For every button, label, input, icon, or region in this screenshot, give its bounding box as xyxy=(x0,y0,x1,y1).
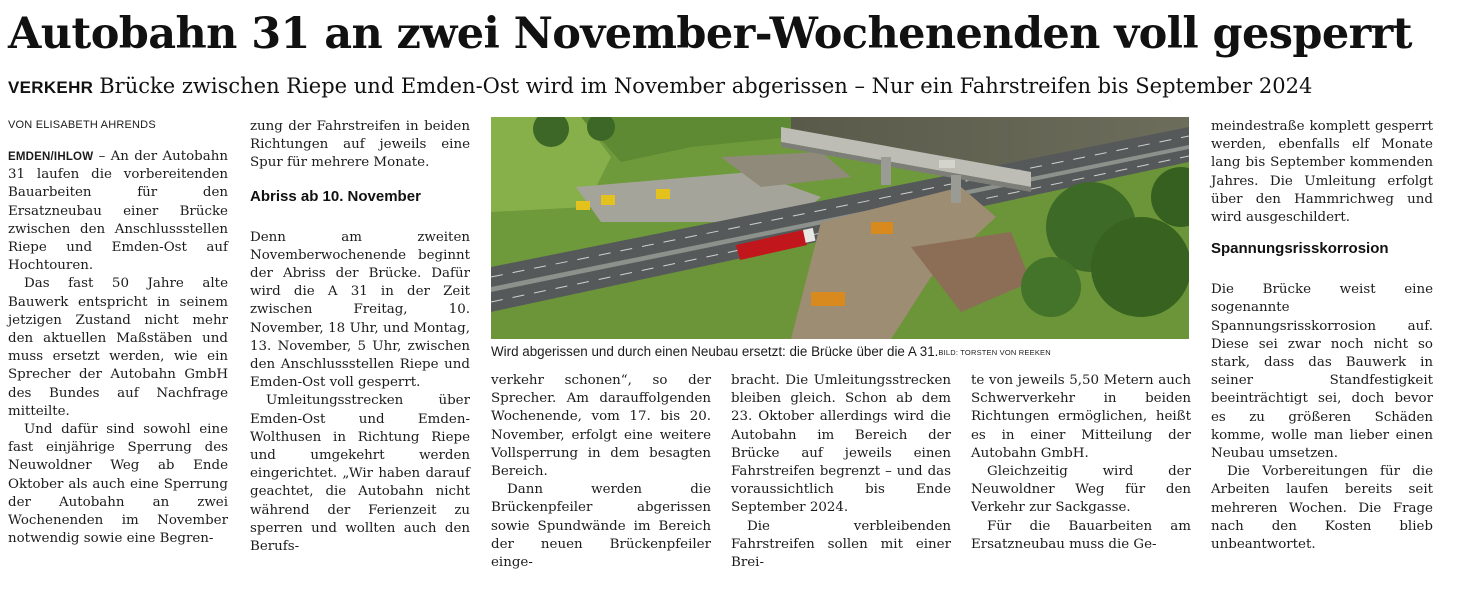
paragraph-continued: verkehr schonen“, so der Sprecher. Am darauffolgenden Wochenende, vom 17. bis 20. November, erfolgt eine weitere Vollsperrung in dem besagten Bereich. xyxy=(491,373,711,480)
article-column-4 xyxy=(731,372,951,572)
paragraph-continued: te von jeweils 5,50 Metern auch Schwerverkehr in beiden Richtungen ermöglichen, heißt es in einer Mitteilung der Autobahn GmbH. xyxy=(971,373,1191,461)
article-column-1 xyxy=(8,118,228,548)
paragraph: Die Vorbereitungen für die Arbeiten laufen bereits seit mehreren Wochen. Die Frage nach den Kosten blieb unbeantwortet. xyxy=(1211,464,1433,553)
paragraph: Gleichzeitig wird der Neuwoldner Weg für den Verkehr zur Sackgasse. xyxy=(971,464,1191,516)
paragraph-continued: bracht. Die Umleitungsstrecken bleiben gleich. Schon ab dem 23. Oktober allerdings wird die Autobahn im Bereich der Brücke auf jeweils einen Fahrstreifen begrenzt – und das voraussichtlich bis Ende September 2024. xyxy=(731,373,951,516)
article-column-6 xyxy=(1211,118,1433,554)
paragraph-continued: zung der Fahrstreifen in beiden Richtungen auf jeweils eine Spur für mehrere Monate. xyxy=(250,119,470,171)
construction-vehicle xyxy=(576,201,590,210)
article-column-3 xyxy=(491,372,711,572)
article-photo xyxy=(491,117,1189,339)
low-loader xyxy=(811,292,845,306)
byline: VON ELISABETH AHRENDS xyxy=(8,119,156,131)
vehicle-on-bridge xyxy=(939,160,955,168)
paragraph: Denn am zweiten Novemberwochenende beginnt der Abriss der Brücke. Dafür wird die A 31 in der Zeit zwischen Freitag, 10. November, 18 Uhr, und Montag, 13. November, 5 Uhr, zwischen den Anschlussstellen Riepe und Emden-Ost voll gesperrt. xyxy=(250,229,470,391)
lead-paragraph xyxy=(8,148,228,275)
paragraph: Das fast 50 Jahre alte Bauwerk entspricht in seinem jetzigen Zustand nicht mehr den aktuellen Maßstäben und muss ersetzt werden, wie ein Sprecher der Autobahn GmbH des Bundes auf Nachfrage mitteilte. xyxy=(8,276,228,419)
tree xyxy=(1091,217,1189,317)
construction-vehicle xyxy=(601,195,615,205)
bridge-pillar xyxy=(951,175,961,203)
headline: Autobahn 31 an zwei November-Wochenenden voll gesperrt xyxy=(8,9,1412,59)
paragraph: Die verbleibenden Fahrstreifen sollen mit einer Brei- xyxy=(731,518,951,571)
bridge-aerial-photo xyxy=(491,117,1189,339)
subheadline-row xyxy=(8,71,1448,103)
paragraph: Dann werden die Brückenpfeiler abgerissen sowie Spundwände im Bereich der neuen Brückenpfeiler einge- xyxy=(491,482,711,571)
subheading-spannungsrisskorrosion: Spannungsrisskorrosion xyxy=(1211,240,1389,258)
photo-credit: BILD: TORSTEN VON REEKEN xyxy=(938,348,1051,357)
paragraph: Und dafür sind sowohl eine fast einjährige Sperrung des Neuwoldner Weg ab Ende Oktober als auch eine Sperrung der Autobahn an zwei Wochenenden im November notwendig sowie eine Begren- xyxy=(8,422,228,547)
lead-text: – An der Autobahn 31 laufen die vorbereitenden Bauarbeiten für den Ersatzneubau einer Brücke zwischen den Anschlussstellen Riepe und Emden-Ost auf Hochtouren. xyxy=(8,149,228,274)
photo-caption xyxy=(491,343,1191,362)
paragraph-continued: meindestraße komplett gesperrt werden, ebenfalls elf Monate lang bis September kommenden Jahres. Die Umleitung erfolgt über den Hammrichweg und wird ausgeschildert. xyxy=(1211,119,1433,226)
article-column-5 xyxy=(971,372,1191,554)
dateline: EMDEN/IHLOW xyxy=(8,151,94,163)
paragraph: Die Brücke weist eine sogenannte Spannungsrisskorrosion auf. Diese sei zwar noch nicht so stark, dass das Bauwerk in seiner Standfestigkeit beeinträchtigt sei, doch bevor es zu größeren Schäden komme, wolle man lieber einen Neubau umsetzen. xyxy=(1211,282,1433,462)
kicker: VERKEHR xyxy=(8,78,94,97)
subheadline: Brücke zwischen Riepe und Emden-Ost wird im November abgerissen – Nur ein Fahrstreifen bis September 2024 xyxy=(99,74,1313,98)
subheading-abriss: Abriss ab 10. November xyxy=(250,187,421,205)
bridge-pillar xyxy=(881,157,891,185)
construction-vehicle xyxy=(656,189,670,199)
paragraph: Umleitungsstrecken über Emden-Ost und Emden-Wolthusen in Richtung Riepe und umgekehrt werden eingerichtet. „Wir haben darauf geachtet, die Autobahn nicht während der Ferienzeit zu sperren und wollten auch den Berufs- xyxy=(250,393,470,555)
excavator xyxy=(871,222,893,234)
caption-text: Wird abgerissen und durch einen Neubau ersetzt: die Brücke über die A 31. xyxy=(491,344,939,359)
article-column-2 xyxy=(250,118,470,556)
tree xyxy=(1021,257,1081,317)
paragraph: Für die Bauarbeiten am Ersatzneubau muss die Ge- xyxy=(971,518,1191,552)
